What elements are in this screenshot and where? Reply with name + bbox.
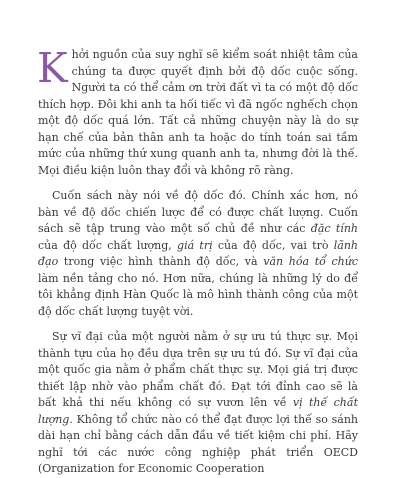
emphasized-term: vị thế chất lượng: [38, 396, 358, 426]
text-run: của độ dốc, vai trò: [212, 238, 334, 252]
paragraph-3: [38, 329, 358, 478]
paragraph-1-text: [37, 44, 358, 177]
paragraph-1: [37, 44, 358, 179]
emphasized-term: đặc tính: [310, 222, 358, 235]
text-run: hởi nguồn của suy nghĩ sẽ kiểm soát nhiệt tâm của chúng ta được quyết định bởi độ dốc cuộc sống. Người ta có thể cảm ơn trời đất vì ta có một độ dốc thích hợp. Đôi khi anh ta hối tiếc vì đã ngốc nghếch chọn một độ dốc quá lớn. Tất cả những chuyện này là do sự hạn chế của bản thân anh ta hoặc do tính toán sai tầm mức của những thứ xung quanh anh ta, nhưng đời là thế. Mọi điều kiện luôn thay đổi và không rõ ràng.: [38, 48, 358, 177]
text-run: của độ dốc chất lượng,: [38, 238, 178, 252]
paragraph-2: [38, 188, 358, 320]
drop-cap-letter: K: [37, 44, 68, 92]
text-run: Cuốn sách này nói về độ dốc đó. Chính xác hơn, nó bàn về độ dốc chiến lược để có được chất lượng. Cuốn sách sẽ tập trung vào một số chủ đề như các: [38, 189, 358, 235]
text-run: trong việc hình thành độ dốc, và: [58, 255, 264, 268]
emphasized-term: giá trị: [177, 238, 213, 252]
text-run: Sự vĩ đại của một người nằm ở sự ưu tú thực sự. Mọi thành tựu của họ đều dựa trên sự ưu tú đó. Sự vĩ đại của một quốc gia nằm ở phẩm chất thực sự. Mọi giá trị được thiết lập nhờ vào phẩm chất đó. Đạt tới đỉnh cao sẽ là bất khả thi nếu không có sự vươn lên về: [38, 330, 358, 409]
text-run: . Không tổ chức nào có thể đạt được lợi thế so sánh dài hạn chỉ bằng cách dẫn đầu về tiết kiệm chi phí. Hãy nghĩ tới các nước công nghiệp phát triển OECD (Organization for Economic Cooperation: [38, 412, 358, 475]
emphasized-term: văn hóa tổ chức: [263, 255, 359, 268]
text-run: làm nền tảng cho nó. Hơn nữa, chúng là những lý do để tôi khẳng định Hàn Quốc là mô hình thành công của một độ dốc chất lượng tuyệt vời.: [38, 271, 358, 318]
emphasized-term: lãnh đạo: [38, 238, 359, 268]
